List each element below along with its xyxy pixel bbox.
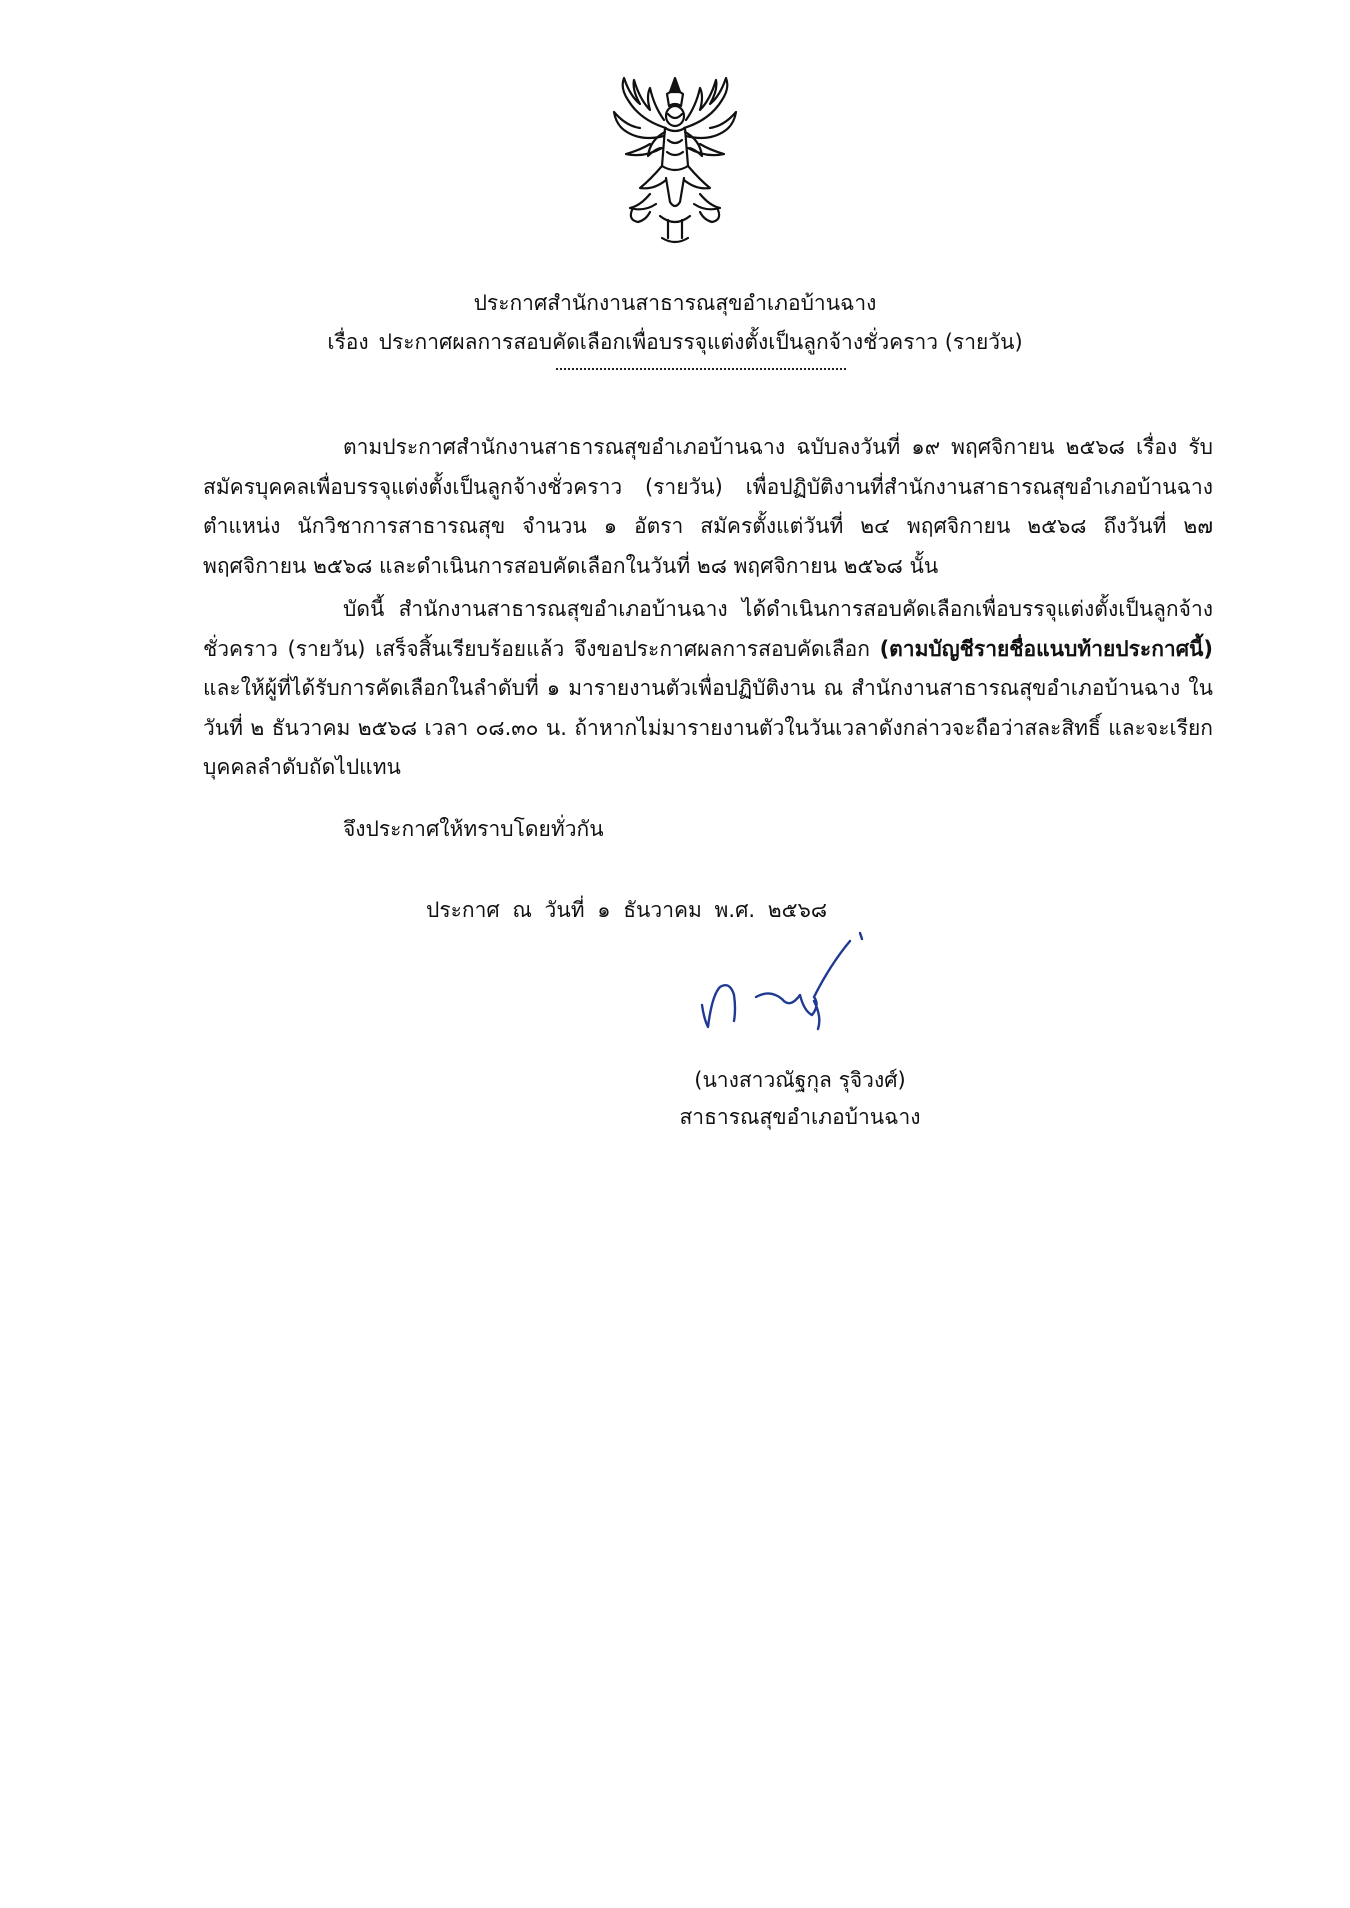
header-dotted-divider xyxy=(556,368,846,370)
closing-statement: จึงประกาศให้ทราบโดยทั่วกัน xyxy=(343,817,604,841)
signer-position: สาธารณสุขอำเภอบ้านฉาง xyxy=(679,1105,921,1129)
announcement-date: ประกาศ ณ วันที่ ๑ ธันวาคม พ.ศ. ๒๕๖๘ xyxy=(426,898,828,922)
announcement-title: ประกาศสำนักงานสาธารณสุขอำเภอบ้านฉาง xyxy=(473,291,877,315)
handwritten-signature xyxy=(690,925,910,1045)
announcement-subject-line xyxy=(0,325,1350,359)
paragraph-2-intro: บัดนี้ สำนักงานสาธารณสุขอำเภอบ้านฉาง ได้ดำเนินการสอบคัดเลือกเพื่อบรรจุแต่งตั้งเป็นลูกจ้างชั่วคราว (รายวัน) เสร็จสิ้นเรียบร้อยแล้ว จึงขอประกาศผลการสอบคัดเลือก xyxy=(203,597,1213,661)
subject-text: ประกาศผลการสอบคัดเลือกเพื่อบรรจุแต่งตั้งเป็นลูกจ้างชั่วคราว (รายวัน) xyxy=(378,330,1023,354)
signer-name: (นางสาวณัฐกุล รุจิวงศ์) xyxy=(694,1068,906,1092)
body-paragraph-1: ตามประกาศสำนักงานสาธารณสุขอำเภอบ้านฉาง ฉบับลงวันที่ ๑๙ พฤศจิกายน ๒๕๖๘ เรื่อง รับสมัครบุคคลเพื่อบรรจุแต่งตั้งเป็นลูกจ้างชั่วคราว (รายวัน) เพื่อปฏิบัติงานที่สำนักงานสาธารณสุขอำเภอบ้านฉาง ตำแหน่ง นักวิชาการสาธารณสุข จำนวน ๑ อัตรา สมัครตั้งแต่วันที่ ๒๔ พฤศจิกายน ๒๕๖๘ ถึงวันที่ ๒๗ พฤศจิกายน ๒๕๖๘ และดำเนินการสอบคัดเลือกในวันที่ ๒๘ พฤศจิกายน ๒๕๖๘ นั้น xyxy=(203,435,1213,578)
garuda-emblem-icon xyxy=(610,70,740,250)
subject-label: เรื่อง xyxy=(327,330,369,354)
paragraph-2-details: และให้ผู้ที่ได้รับการคัดเลือกในลำดับที่ ๑ มารายงานตัวเพื่อปฏิบัติงาน ณ สำนักงานสาธารณสุขอำเภอบ้านฉาง ในวันที่ ๒ ธันวาคม ๒๕๖๘ เวลา ๐๘.๓๐ น. ถ้าหากไม่มารายงานตัวในวันเวลาดังกล่าวจะถือว่าสละสิทธิ์ และจะเรียกบุคคลลำดับถัดไปแทน xyxy=(203,676,1213,780)
body-paragraph-2 xyxy=(203,590,1213,788)
attached-list-note: (ตามบัญชีรายชื่อแนบท้ายประกาศนี้) xyxy=(879,636,1213,661)
